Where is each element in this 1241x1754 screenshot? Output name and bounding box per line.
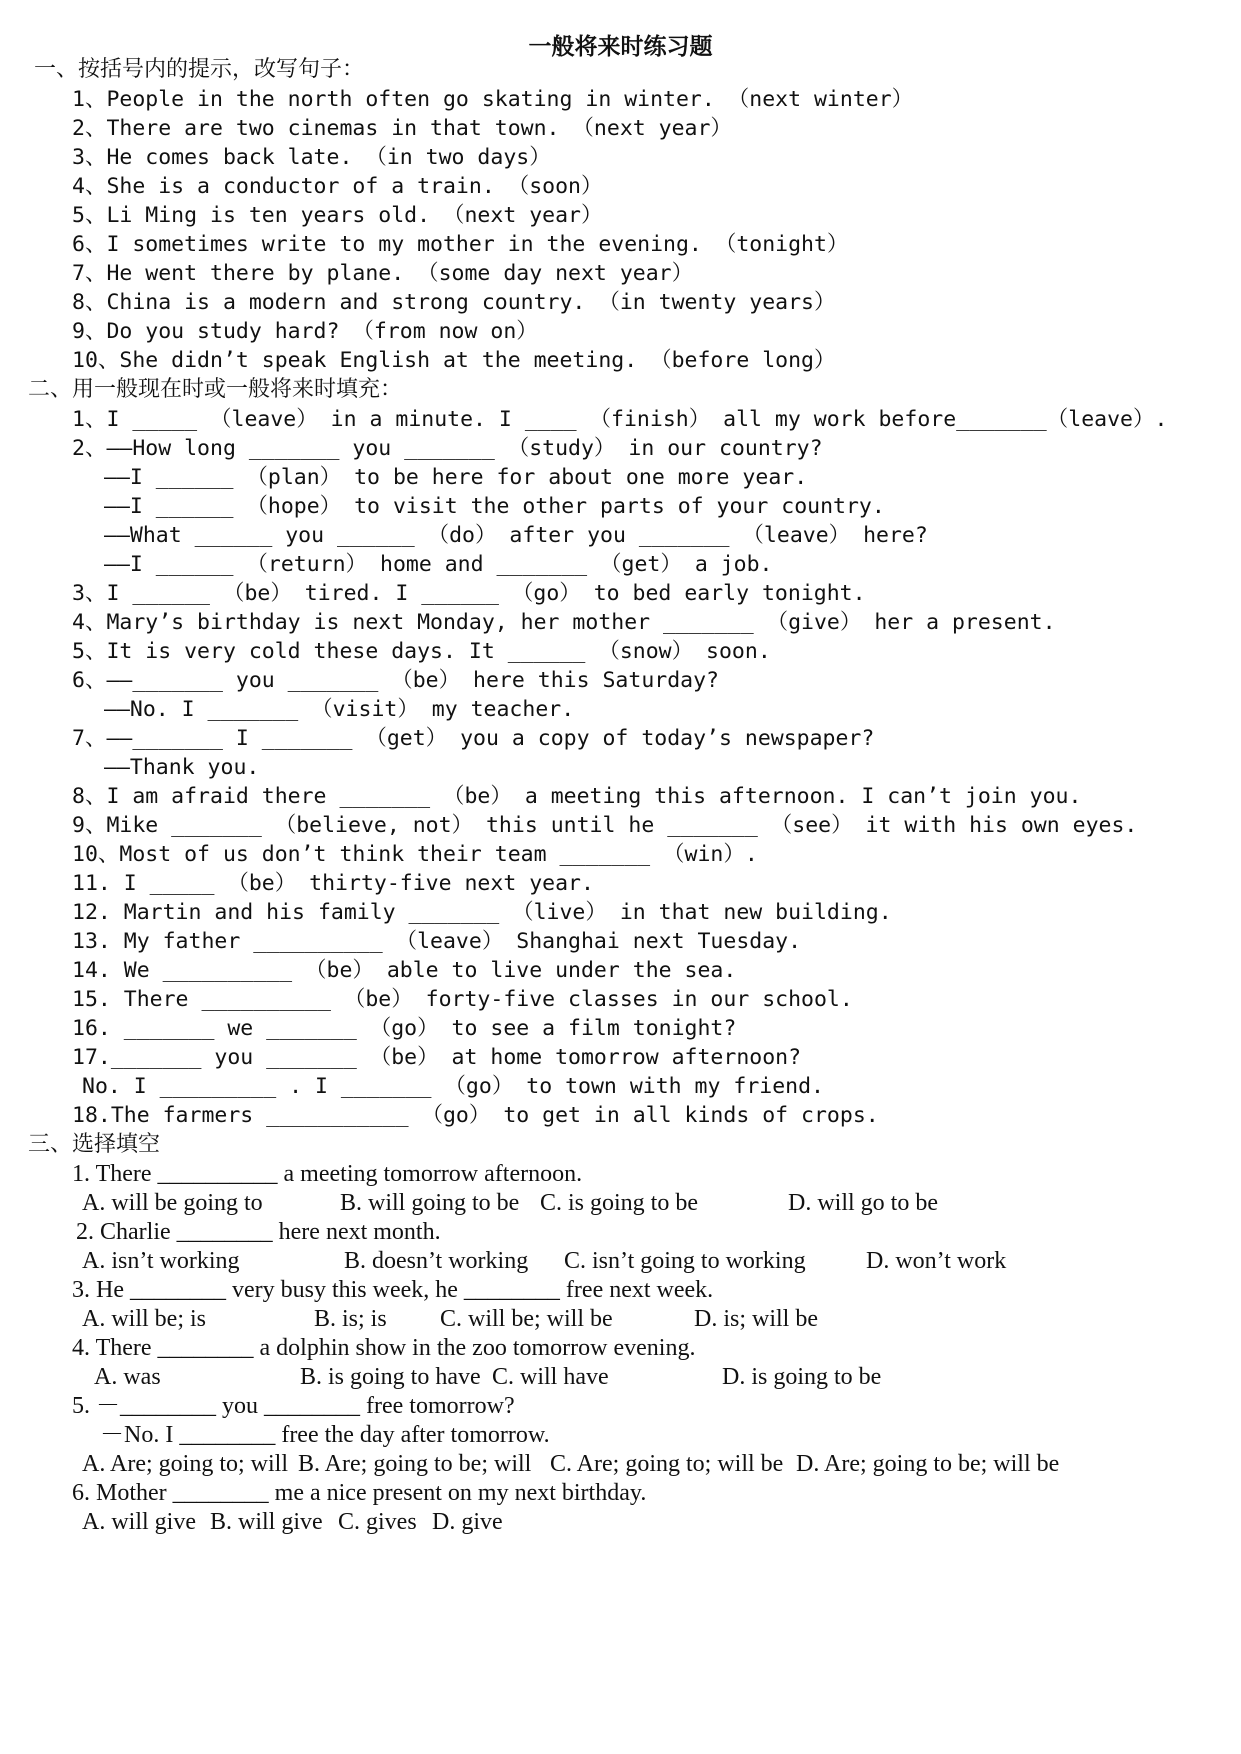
option-d: D. won’t work — [866, 1248, 1007, 1274]
q1-options — [0, 1187, 1241, 1219]
s2-item: 18.The farmers ___________ （go） to get in all kinds of crops. — [72, 1103, 879, 1128]
s2-item: 15. There __________ （be） forty-five classes in our school. — [72, 987, 853, 1012]
s2-item: 9、Mike _______ （believe, not） this until he _______ （see） it with his own eyes. — [72, 813, 1138, 838]
s2-item: 8、I am afraid there _______ （be） a meeting this afternoon. I can’t join you. — [72, 784, 1082, 809]
s1-item-2: 2、There are two cinemas in that town. （next year） — [72, 116, 732, 141]
option-c: C. Are; going to; will be — [550, 1451, 784, 1477]
s2-item: ——What ______ you ______ （do） after you _______ （leave） here? — [104, 523, 928, 548]
s2-item: ——No. I _______ （visit） my teacher. — [104, 697, 575, 722]
page-title: 一般将来时练习题 — [528, 34, 713, 60]
option-a: A. will give — [82, 1509, 196, 1535]
s2-item: 16. _______ we _______ （go） to see a film tonight? — [72, 1016, 737, 1041]
s2-item: No. I _________ . I _______ （go） to town with my friend. — [82, 1074, 824, 1099]
option-a: A. Are; going to; will — [82, 1451, 288, 1477]
option-a: A. was — [94, 1364, 161, 1390]
q6-stem: 6. Mother ________ me a nice present on my next birthday. — [72, 1480, 647, 1506]
option-b: B. will going to be — [340, 1190, 520, 1216]
s2-item: 2、——How long _______ you _______ （study） in our country? — [72, 436, 823, 461]
section1-heading: 一、按括号内的提示，改写句子： — [34, 57, 365, 82]
s2-item: 3、I ______ （be） tired. I ______ （go） to bed early tonight. — [72, 581, 866, 606]
option-c: C. is going to be — [540, 1190, 699, 1216]
s1-item-9: 9、Do you study hard? （from now on） — [72, 319, 538, 344]
s2-item: 6、——_______ you _______ （be） here this Saturday? — [72, 668, 719, 693]
q4-stem: 4. There ________ a dolphin show in the zoo tomorrow evening. — [72, 1335, 696, 1361]
option-c: C. will have — [492, 1364, 609, 1390]
s2-item: 11. I _____ （be） thirty-five next year. — [72, 871, 594, 896]
section3-heading: 三、选择填空 — [28, 1132, 161, 1157]
section2-heading: 二、用一般现在时或一般将来时填充： — [28, 377, 403, 402]
q5-options — [0, 1448, 1241, 1480]
s2-item: 4、Mary’s birthday is next Monday, her mother _______ （give） her a present. — [72, 610, 1056, 635]
q1-stem: 1. There __________ a meeting tomorrow afternoon. — [72, 1161, 583, 1187]
option-d: D. Are; going to be; will be — [796, 1451, 1060, 1477]
option-a: A. will be; is — [82, 1306, 206, 1332]
option-d: D. will go to be — [788, 1190, 938, 1216]
s2-item: 1、I _____ （leave） in a minute. I ____ （finish） all my work before_______（leave）. — [72, 407, 1168, 432]
option-c: C. gives — [338, 1509, 417, 1535]
s1-item-3: 3、He comes back late. （in two days） — [72, 145, 551, 170]
s2-item: ——Thank you. — [104, 755, 260, 780]
option-d: D. is; will be — [694, 1306, 818, 1332]
option-c: C. isn’t going to working — [564, 1248, 806, 1274]
option-d: D. give — [432, 1509, 503, 1535]
option-b: B. will give — [210, 1509, 323, 1535]
s2-item: ——I ______ （plan） to be here for about one more year. — [104, 465, 808, 490]
option-c: C. will be; will be — [440, 1306, 613, 1332]
s2-item: 17._______ you _______ （be） at home tomorrow afternoon? — [72, 1045, 802, 1070]
s2-item: 5、It is very cold these days. It ______ （snow） soon. — [72, 639, 771, 664]
s1-item-7: 7、He went there by plane. （some day next year） — [72, 261, 694, 286]
s1-item-8: 8、China is a modern and strong country. （in twenty years） — [72, 290, 836, 315]
option-b: B. is; is — [314, 1306, 387, 1332]
option-b: B. Are; going to be; will — [298, 1451, 532, 1477]
s2-item: 13. My father __________ （leave） Shanghai next Tuesday. — [72, 929, 802, 954]
s1-item-6: 6、I sometimes write to my mother in the evening. （tonight） — [72, 232, 849, 257]
option-d: D. is going to be — [722, 1364, 882, 1390]
q5-stem: 5. －________ you ________ free tomorrow? — [72, 1393, 515, 1419]
s2-item: 14. We __________ （be） able to live under the sea. — [72, 958, 737, 983]
s1-item-5: 5、Li Ming is ten years old. （next year） — [72, 203, 603, 228]
option-a: A. will be going to — [82, 1190, 263, 1216]
q3-options — [0, 1303, 1241, 1335]
option-a: A. isn’t working — [82, 1248, 240, 1274]
q2-stem: 2. Charlie ________ here next month. — [76, 1219, 441, 1245]
q2-options — [0, 1245, 1241, 1277]
option-b: B. is going to have — [300, 1364, 481, 1390]
s2-item: 12. Martin and his family _______ （live） in that new building. — [72, 900, 892, 925]
s1-item-4: 4、She is a conductor of a train. （soon） — [72, 174, 603, 199]
s2-item: ——I ______ （return） home and _______ （get） a job. — [104, 552, 773, 577]
s1-item-1: 1、People in the north often go skating in winter. （next winter） — [72, 87, 914, 112]
q3-stem: 3. He ________ very busy this week, he ________ free next week. — [72, 1277, 714, 1303]
option-b: B. doesn’t working — [344, 1248, 529, 1274]
s1-item-10: 10、She didn’t speak English at the meeting. （before long） — [72, 348, 836, 373]
q6-options — [0, 1506, 1241, 1538]
s2-item: ——I ______ （hope） to visit the other parts of your country. — [104, 494, 885, 519]
s2-item: 7、——_______ I _______ （get） you a copy of today’s newspaper? — [72, 726, 875, 751]
s2-item: 10、Most of us don’t think their team _______ （win）. — [72, 842, 758, 867]
q4-options — [0, 1361, 1241, 1393]
q5-stem2: －No. I ________ free the day after tomorrow. — [100, 1422, 550, 1448]
